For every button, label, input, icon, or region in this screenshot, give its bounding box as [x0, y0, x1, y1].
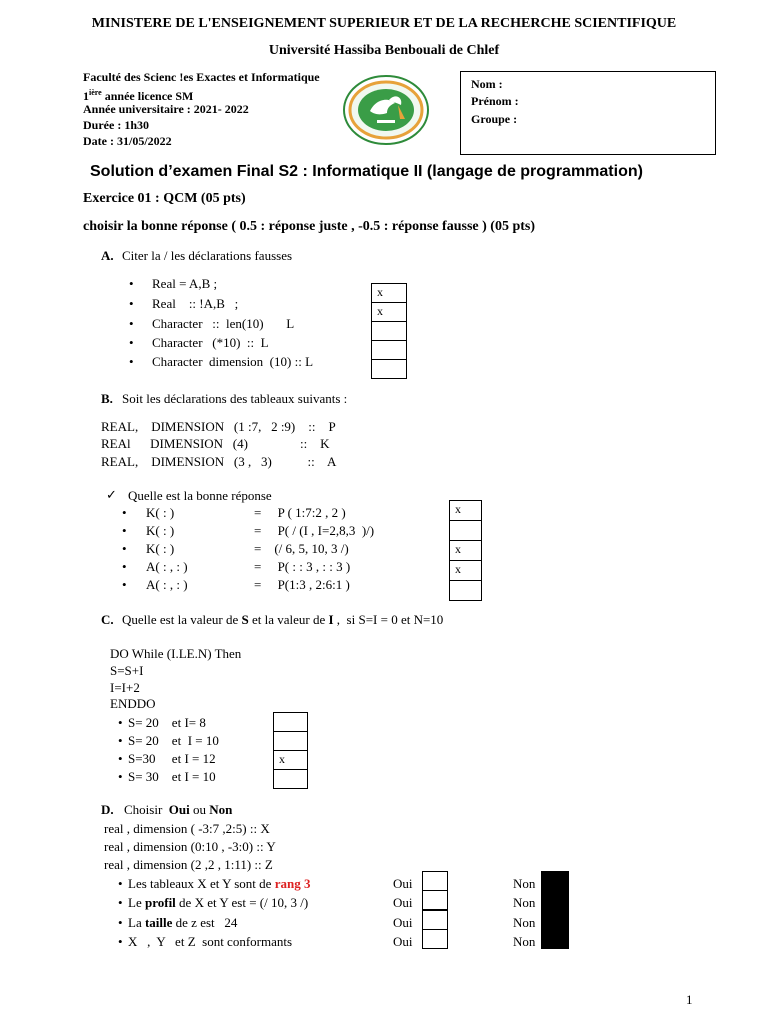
duration: Durée : 1h30 — [83, 118, 149, 132]
level-superscript: ière — [89, 88, 102, 97]
bullet-icon: • — [118, 876, 123, 891]
non-label: Non — [513, 915, 536, 930]
bullet-icon: • — [129, 354, 134, 369]
section-b-rhs: = (/ 6, 5, 10, 3 /) — [254, 541, 349, 556]
oui-checkbox[interactable] — [422, 890, 448, 910]
decl-a: REAL, DIMENSION (3 , 3) :: A — [101, 454, 337, 469]
non-checkbox-filled[interactable] — [541, 890, 569, 910]
code-line-4: ENDDO — [110, 696, 156, 711]
bullet-icon: • — [118, 895, 123, 910]
decl-z: real , dimension (2 ,2 , 1:11) :: Z — [104, 857, 273, 872]
code-line-2: S=S+I — [110, 663, 144, 678]
bullet-icon: • — [122, 505, 127, 520]
answer-checkbox[interactable]: x — [449, 540, 482, 561]
section-a-item: Character (*10) :: L — [152, 335, 269, 350]
non-checkbox-filled[interactable] — [541, 910, 569, 930]
ministry-header: MINISTERE DE L'ENSEIGNEMENT SUPERIEUR ET DE LA RECHERCHE SCIENTIFIQUE — [91, 16, 677, 31]
answer-checkbox[interactable] — [371, 321, 407, 341]
exercise-heading: Exercice 01 : QCM (05 pts) — [83, 191, 246, 206]
section-c-label — [101, 612, 114, 628]
section-b-rhs: = P ( 1:7:2 , 2 ) — [254, 505, 346, 520]
instruction-line: choisir la bonne réponse ( 0.5 : réponse juste , -0.5 : réponse fausse ) (05 pts) — [83, 219, 535, 234]
section-d-label — [101, 802, 114, 818]
d-item-emphasis: rang 3 — [274, 876, 311, 891]
answer-checkbox[interactable] — [273, 731, 308, 751]
section-b-label — [101, 391, 113, 407]
bullet-icon: • — [118, 915, 123, 930]
section-b-rhs: = P(1:3 , 2:6:1 ) — [254, 577, 350, 592]
c-q-part2: et la valeur de — [248, 612, 329, 627]
decl-y: real , dimension (0:10 , -3:0) :: Y — [104, 839, 276, 854]
section-d-item — [128, 876, 310, 892]
answer-checkbox[interactable] — [273, 769, 308, 789]
section-b-subquestion: Quelle est la bonne réponse — [128, 488, 272, 503]
level-rest: année licence SM — [101, 89, 194, 103]
decl-p: REAL, DIMENSION (1 :7, 2 :9) :: P — [101, 419, 336, 434]
academic-year: Année universitaire : 2021- 2022 — [83, 102, 249, 116]
answer-checkbox[interactable] — [371, 340, 407, 360]
oui-label: Oui — [393, 876, 413, 891]
bullet-icon: • — [122, 559, 127, 574]
section-c-item: S= 20 et I = 10 — [128, 733, 219, 748]
decl-k: REAl DIMENSION (4) :: K — [101, 436, 330, 451]
oui-label: Oui — [393, 934, 413, 949]
bullet-icon: • — [118, 751, 123, 766]
section-b-rhs: = P( / (I , I=2,8,3 )/) — [254, 523, 375, 538]
section-b-rhs: = P( : : 3 , : : 3 ) — [254, 559, 351, 574]
section-b-lhs: A( : , : ) — [146, 559, 188, 574]
section-a-item: Character :: len(10) L — [152, 316, 295, 331]
non-checkbox-filled[interactable] — [541, 929, 569, 949]
section-c-item: S= 20 et I= 8 — [128, 715, 206, 730]
bullet-icon: • — [118, 733, 123, 748]
d-item-emphasis: taille — [144, 915, 173, 930]
section-d-item — [128, 895, 308, 911]
d-item-pre: X , Y et Z sont conformants — [128, 934, 293, 949]
section-b-lhs: K( : ) — [146, 505, 175, 520]
d-item-post: de z est 24 — [172, 915, 238, 930]
bullet-icon: • — [129, 335, 134, 350]
university-name: Université Hassiba Benbouali de Chlef — [268, 43, 500, 58]
bullet-icon: • — [118, 715, 123, 730]
code-line-1: DO While (I.LE.N) Then — [110, 646, 242, 661]
level-number: 1 — [83, 89, 89, 103]
d-item-emphasis: profil — [144, 895, 176, 910]
student-info-box — [460, 71, 716, 155]
nom-label: Nom : — [471, 77, 503, 91]
oui-label: Oui — [393, 915, 413, 930]
answer-checkbox[interactable]: x — [449, 560, 482, 581]
d-item-pre: La — [128, 915, 145, 930]
page-number: 1 — [686, 992, 693, 1007]
non-label: Non — [513, 895, 536, 910]
section-b-question: Soit les déclarations des tableaux suivants : — [122, 391, 348, 406]
non-checkbox-filled[interactable] — [541, 871, 569, 891]
d-q-part1: Choisir — [124, 802, 169, 817]
d-item-pre: Le — [128, 895, 145, 910]
bullet-icon: • — [129, 276, 134, 291]
university-logo — [343, 75, 429, 145]
bullet-icon: • — [122, 523, 127, 538]
exam-date: Date : 31/05/2022 — [83, 134, 172, 148]
answer-checkbox[interactable] — [449, 520, 482, 541]
d-q-oui: Oui — [168, 802, 190, 817]
bullet-icon: • — [129, 316, 134, 331]
c-q-s: S — [241, 612, 249, 627]
section-d-item — [128, 934, 292, 950]
answer-checkbox[interactable]: x — [449, 500, 482, 521]
c-q-i: I — [328, 612, 334, 627]
section-b-lhs: K( : ) — [146, 541, 175, 556]
faculty-line: Faculté des Scienc !es Exactes et Informatique — [83, 70, 320, 84]
section-b-lhs: A( : , : ) — [146, 577, 188, 592]
non-label: Non — [513, 934, 536, 949]
section-d-item — [128, 915, 237, 931]
d-item-pre: Les tableaux X et Y sont de — [128, 876, 275, 891]
code-line-3: I=I+2 — [110, 680, 140, 695]
oui-checkbox[interactable] — [422, 910, 448, 930]
oui-checkbox[interactable] — [422, 871, 448, 891]
section-d-letter: D. — [101, 802, 114, 817]
exam-title: Solution d’examen Final S2 : Informatique II (langage de programmation) — [90, 163, 643, 180]
section-a-item: Real = A,B ; — [152, 276, 218, 291]
answer-checkbox[interactable]: x — [273, 750, 308, 770]
section-c-item: S= 30 et I = 10 — [128, 769, 216, 784]
c-q-part3: , si S=I = 0 et N=10 — [333, 612, 444, 627]
section-d-question — [124, 802, 232, 818]
bullet-icon: • — [118, 769, 123, 784]
bullet-icon: • — [129, 296, 134, 311]
bullet-icon: • — [122, 541, 127, 556]
d-q-non: Non — [209, 802, 233, 817]
checkmark-icon: ✓ — [106, 487, 117, 502]
answer-checkbox[interactable] — [371, 359, 407, 379]
section-a-label — [101, 248, 114, 264]
groupe-label: Groupe : — [471, 112, 518, 126]
d-q-part2: ou — [189, 802, 210, 817]
answer-checkbox[interactable] — [449, 580, 482, 601]
section-c-item: S=30 et I = 12 — [128, 751, 216, 766]
section-a-question: Citer la / les déclarations fausses — [122, 248, 293, 263]
section-b-letter: B. — [101, 391, 113, 406]
section-b-lhs: K( : ) — [146, 523, 175, 538]
section-c-letter: C. — [101, 612, 114, 627]
answer-checkbox[interactable]: x — [371, 302, 407, 322]
oui-label: Oui — [393, 895, 413, 910]
bullet-icon: • — [122, 577, 127, 592]
answer-checkbox[interactable] — [273, 712, 308, 732]
bullet-icon: • — [118, 934, 123, 949]
section-a-item: Real :: !A,B ; — [152, 296, 239, 311]
section-a-letter: A. — [101, 248, 114, 263]
prenom-label: Prénom : — [471, 94, 519, 108]
c-q-part1: Quelle est la valeur de — [122, 612, 242, 627]
oui-checkbox[interactable] — [422, 929, 448, 949]
section-c-question — [122, 612, 443, 628]
section-a-item: Character dimension (10) :: L — [152, 354, 314, 369]
non-label: Non — [513, 876, 536, 891]
answer-checkbox[interactable]: x — [371, 283, 407, 303]
decl-x: real , dimension ( -3:7 ,2:5) :: X — [104, 821, 270, 836]
d-item-post: de X et Y est = (/ 10, 3 /) — [175, 895, 309, 910]
